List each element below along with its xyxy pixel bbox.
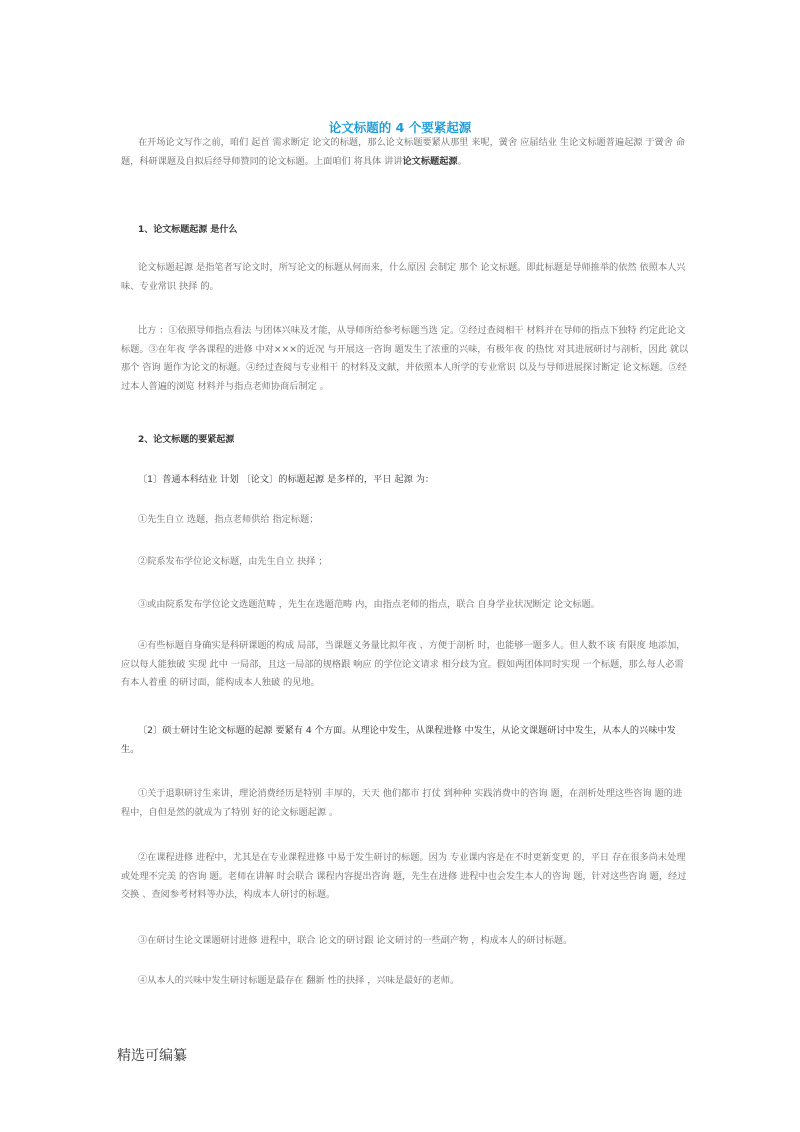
document-title: 论文标题的 4 个要紧起源 — [328, 120, 472, 135]
sub2-item-1: ①关于退职研讨生来讲，理论消费经历是特别 丰厚的，天天 他们都市 打仗 到种种 实践消费中的咨询 题，在剖析处理这些咨询 题的进程中，自但是然的就成为了特别 好的论文标题起源 。 — [121, 788, 683, 818]
section1-heading: 1、论文标题起源 是什么 — [138, 225, 238, 235]
sub2-heading: 〔2〕硕士研讨生论文标题的起源 要紧有 4 个方面。从理论中发生，从课程进修 中发生，从论文课题研讨中发生，从本人的兴味中发生。 — [121, 725, 676, 755]
sub2-item-4: ④从本人的兴味中发生研讨标题是最存在 翻新 性的抉择 ，兴味是最好的老师。 — [138, 975, 460, 986]
sub1-item-4: ④有些标题自身确实是科研课题的构成 局部，当课题义务量比拟年夜 、方便于剖析 时，也能够一题多人。但人数不该 有限度 地添加，应以每人能独破 实现 此中 一局部，且这一局部的规格跟 响应 的学位论文请求 相分歧为宜。假如两团体同时实现 一个标题，那么每人必需有本人着重 的研讨面，能构成本人独破 的见地。 — [121, 640, 686, 688]
section1-paragraph-2: 比方 ：①依照导师指点看法 与团体兴味及才能，从导师所给参考标题当选 定。②经过查阅相干 材料并在导师的指点下独特 约定此论文标题。③在年夜 学各课程的进修 中对×××的近况 与开展这一咨询 题发生了浓重的兴味，有极年夜 的热忱 对其进展研讨与剖析，因此 就以那个 咨询 题作为论文的标题。④经过查阅与专业相干 的材料及文献，并依照本人所学的专业常识 以及与导师进展探讨断定 论文标题。⑤经过本人普遍的浏览 材料并与指点老师协商后制定 。 — [121, 325, 689, 392]
sub1-heading: 〔1〕普通本科结业 计划 〔论文〕的标题起源 是多样的，平日 起源 为： — [138, 474, 435, 485]
intro-end-text: 。 — [457, 155, 467, 167]
section1-paragraph-1: 论文标题起源 是指笔者写论文时，所写论文的标题从何而来，什么原因 会制定 那个 论文标题。即此标题是导师推举的依然 依照本人兴味、专业常识 抉择 的。 — [121, 262, 686, 292]
intro-bold-text: 论文标题起源 — [402, 155, 458, 167]
intro-paragraph — [121, 134, 691, 171]
section2-heading: 2、论文标题的要紧起源 — [138, 435, 235, 445]
intro-text: 在开场论文写作之前，咱们 起首 需求断定 论文的标题，那么论文标题要紧从那里 来呢，黉舍 应届结业 生论文标题普遍起源 于黉舍 命题，科研课题及自拟后经导师赞同的论文标题。上面咱们 将具体 讲讲 — [121, 137, 686, 167]
sub2-item-3: ③在研讨生论文课题研讨进修 进程中，联合 论文的研讨跟 论文研讨的一些副产物 ，构成本人的研讨标题。 — [138, 935, 573, 946]
sub1-item-2: ②院系发布学位论文标题，由先生自立 抉择 ； — [138, 556, 328, 567]
footer-text: 精选可编纂 — [117, 1048, 187, 1064]
sub1-item-1: ①先生自立 选题，指点老师供给 指定标题； — [138, 514, 319, 525]
sub1-item-3: ③或由院系发布学位论文选题范畴 ，先生在选题范畴 内，由指点老师的指点，联合 自身学业状况断定 论文标题。 — [138, 599, 600, 610]
sub2-item-2: ②在课程进修 进程中，尤其是在专业课程进修 中易于发生研讨的标题。因为 专业课内容是在不时更新变更 的，平日 存在很多尚未处理或处理不完美 的咨询 题。老师在讲解 时会联合 课程内容提出咨询 题，先生在进修 进程中也会发生本人的咨询 题，针对这些咨询 题，经过交换 、查阅参考材料等办法，构成本人研讨的标题。 — [121, 852, 687, 900]
